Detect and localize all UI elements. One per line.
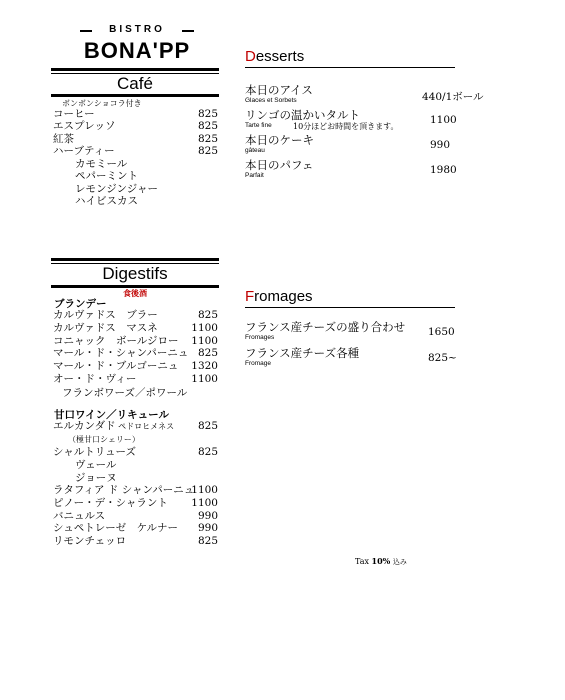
chartreuse-sub: ヴェール — [75, 459, 117, 471]
fromages-title-rest: romages — [254, 288, 313, 305]
desserts-rule — [245, 67, 455, 68]
cafe-item-name: コーヒー — [53, 108, 95, 120]
herb-item: レモンジンジャー — [75, 182, 159, 195]
liqueur-item-label: シュペトレーゼ ケルナー — [53, 522, 179, 534]
dessert-item-price: 1980 — [430, 164, 457, 176]
brandy-item-price: 1100 — [191, 321, 218, 334]
liqueur-item-name — [53, 446, 136, 458]
elcandado-note: （極甘口シェリー） — [68, 435, 140, 444]
desserts-title-initial: D — [245, 48, 256, 65]
brandy-item-name: マール・ド・シャンパーニュ — [53, 347, 189, 360]
liqueur-item-name — [53, 420, 174, 433]
herb-item: ペパーミント — [75, 170, 138, 183]
dessert-item-name: リンゴの温かいタルト — [245, 108, 360, 122]
liqueur-item-name — [53, 510, 105, 522]
cafe-bottom-rule — [51, 94, 219, 97]
tax-suffix: 込み — [392, 558, 407, 566]
tax-note — [355, 556, 407, 567]
brandy-item-price: 1320 — [191, 360, 218, 373]
dessert-item-name: 本日のアイス — [245, 83, 313, 97]
cafe-item-price: 825 — [197, 108, 218, 120]
cafe-item-name: エスプレッソ — [53, 120, 116, 133]
dessert-item-en: gâteau — [245, 147, 265, 154]
liqueur-item-name — [53, 535, 126, 547]
fromage-item-price: 825~ — [428, 352, 457, 364]
dessert-item-price: 1100 — [430, 114, 457, 126]
cafe-top-rule — [51, 68, 219, 71]
dessert-item-price: 990 — [430, 139, 451, 151]
brandy-item-price: 1100 — [191, 334, 218, 347]
fromage-item-en: Fromage — [245, 360, 272, 367]
fromage-item-name: フランス産チーズ各種 — [245, 346, 360, 360]
cafe-title-text: Café — [117, 74, 153, 93]
liqueur-item-label: ラタフィア ド シャンパーニュ — [53, 484, 195, 496]
cafe-item-price: 825 — [197, 144, 218, 157]
dessert-item-note: 10分ほどお時間を頂きます。 — [293, 122, 399, 131]
cafe-item-name: ハーブティー — [53, 144, 115, 157]
liqueur-item-price: 825 — [197, 446, 218, 458]
cafe-note: ボンボンショコラ付き — [62, 99, 142, 108]
liqueur-item-name — [53, 497, 168, 509]
desserts-title-rest: esserts — [255, 48, 305, 65]
dessert-item-name: 本日のケーキ — [245, 133, 314, 147]
liqueur-item-name — [53, 522, 178, 534]
fromage-item-price: 1650 — [428, 326, 455, 338]
brandy-item-price: 1100 — [191, 373, 218, 385]
liqueur-item-label: シャルトリューズ — [53, 446, 136, 458]
liqueur-item-label: エルカンダド — [53, 420, 116, 432]
tax-label: Tax — [355, 557, 369, 566]
cafe-item-price: 825 — [197, 132, 218, 145]
liqueur-item-price: 990 — [197, 522, 218, 534]
fromages-title-initial: F — [245, 288, 255, 305]
cafe-title — [51, 74, 219, 94]
cafe-item-price: 825 — [197, 120, 218, 133]
liqueur-item-label: バニュルス — [53, 510, 106, 522]
chartreuse-sub: ジョーヌ — [75, 471, 117, 484]
logo-main-text: BONA'PP — [83, 38, 191, 63]
fromages-rule — [245, 307, 455, 308]
dessert-item-en: Glaces et Sorbets — [245, 97, 297, 104]
liqueur-item-price: 825 — [197, 420, 218, 432]
brandy-item-name: カルヴァドス マスネ — [53, 321, 158, 334]
liqueur-item-sub: ペドロヒメネス — [115, 422, 175, 431]
fromages-title — [245, 288, 313, 305]
fromage-item-name: フランス産チーズの盛り合わせ — [245, 320, 406, 334]
brandy-item-price: 825 — [197, 309, 218, 321]
digestifs-subtitle: 食後酒 — [123, 288, 147, 298]
dessert-item-price: 440/1ボール — [422, 91, 484, 103]
logo-top-text: BISTRO — [109, 24, 165, 35]
logo-left-rule — [80, 30, 92, 32]
brandy-item-name: カルヴァドス ブラー — [53, 309, 158, 321]
eau-de-vie-sub: フランボワーズ／ポワール — [62, 387, 188, 399]
brandy-item-name: マール・ド・ブルゴーニュ — [53, 360, 179, 373]
liqueur-item-price: 990 — [197, 510, 218, 522]
liqueur-item-price: 1100 — [191, 497, 218, 509]
liqueur-item-label: リモンチェッロ — [53, 535, 127, 547]
herb-item: ハイビスカス — [75, 194, 138, 207]
dessert-item-name: 本日のパフェ — [245, 158, 314, 172]
digestifs-top-rule — [51, 258, 219, 261]
brandy-item-name: コニャック ボールジロー — [53, 334, 179, 347]
brandy-heading: ブランデー — [54, 298, 107, 310]
desserts-title — [245, 48, 304, 65]
fromage-item-en: Fromages — [245, 334, 275, 341]
bistro-logo — [78, 22, 196, 68]
brandy-item-name: オー・ド・ヴィー — [53, 373, 137, 385]
brandy-item-price: 825 — [197, 347, 218, 360]
herb-item: カモミール — [75, 158, 128, 170]
dessert-item-en: Tarte fine — [245, 122, 272, 129]
liqueur-heading: 甘口ワイン／リキュール — [54, 409, 169, 421]
digestifs-title — [51, 264, 219, 284]
liqueur-item-price: 825 — [197, 535, 218, 547]
digestifs-title-text: Digestifs — [102, 264, 168, 283]
liqueur-item-label: ピノー・デ・シャラント — [53, 497, 168, 509]
logo-right-rule — [182, 30, 194, 32]
tax-value: 10% — [371, 556, 391, 566]
cafe-item-name: 紅茶 — [53, 132, 74, 145]
dessert-item-en: Parfait — [245, 172, 264, 179]
liqueur-item-price: 1100 — [191, 484, 218, 496]
